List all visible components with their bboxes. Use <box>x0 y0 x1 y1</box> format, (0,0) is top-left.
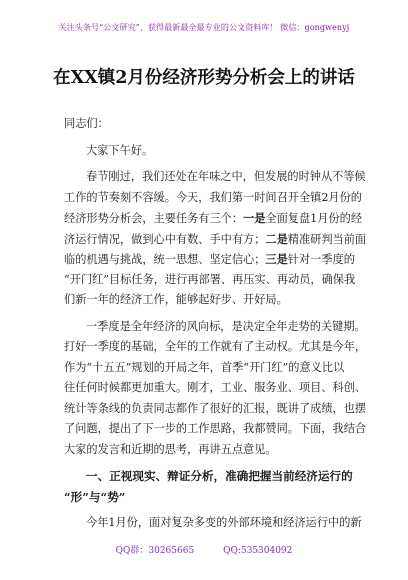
paragraph-line: 工作的节奏刻不容缓。今天，我们第一时间召开全镇2月份的 <box>64 190 362 204</box>
paragraph-3 <box>64 513 362 534</box>
emphasis-third: 三是 <box>265 252 288 266</box>
greeting: 大家下午好。 <box>86 143 154 157</box>
text-run: 经济形势分析会，主要任务有三个： <box>64 212 244 225</box>
document-title: 在XX镇2月份经济形势分析会上的讲话 <box>53 68 355 88</box>
paragraph-line: 春节刚过，我们还处在年味之中，但发展的时钟从不等候 <box>86 170 366 183</box>
salutation: 同志们： <box>64 117 109 130</box>
section-heading-line: “形”与“势” <box>64 489 126 504</box>
section-heading-1 <box>64 466 356 507</box>
paragraph-line: 了问题，提出了下一步的工作思路，我都赞同。下面，我结合 <box>64 422 367 435</box>
emphasis-first: 一是 <box>243 211 266 225</box>
promo-banner <box>0 22 408 33</box>
text-run: 济运行情况，做到心中有数、手中有方； <box>64 232 266 246</box>
paragraph-line: “开门红”目标任务，进行再部署、再压实、再动员，确保我 <box>64 272 356 286</box>
emphasis-second: 二是 <box>265 231 288 246</box>
paragraph-line <box>64 249 356 270</box>
text-run: 针对一季度的 <box>287 253 355 266</box>
paragraph-line <box>64 229 367 250</box>
text-run: 全面复盘1月份的经 <box>265 212 363 225</box>
paragraph-line: 打好一季度的基础，全年的工作就有了主动权。尤其是今年， <box>64 340 367 353</box>
paragraph-1 <box>64 167 367 311</box>
paragraph-line: 今年1月份，面对复杂多变的外部环境和经济运行中的新 <box>86 516 362 529</box>
paragraph-line: 作为“十五五”规划的开局之年，首季“开门红”的意义比以 <box>64 360 345 374</box>
paragraph-line: 大家的发言和近期的思考，再讲五点意见。 <box>64 442 277 456</box>
paragraph-line <box>64 208 363 229</box>
text-run: 临的机遇与挑战，统一思想、坚定信心； <box>64 253 266 266</box>
text-run: 精准研判当前面 <box>287 232 367 246</box>
promo-banner-text: 关注头条号“公文研究”，获得最新最全最专业的公文资料库！ <box>58 23 278 32</box>
qq-number-text: QQ:535304092 <box>223 546 293 556</box>
paragraph-line: 一季度是全年经济的风向标，是决定全年走势的关键期。 <box>86 319 366 333</box>
paragraph-line: 们新一年的经济工作，能够起好步、开好局。 <box>64 293 288 306</box>
document-body <box>64 114 367 534</box>
paragraph-line: 统计等条线的负责同志都作了很好的汇报，既讲了成绩，也摆 <box>64 401 367 415</box>
paragraph-line: 往任何时候都更加重大。刚才，工业、服务业、项目、科创、 <box>64 381 367 394</box>
contact-footer <box>0 543 408 556</box>
paragraph-2 <box>64 317 367 461</box>
qq-group-text: QQ群：30265665 <box>115 546 195 556</box>
wechat-id-text: 微信：gongwenyj <box>280 23 350 32</box>
section-heading-line: 一、正视现实、辩证分析，准确把握当前经济运行的 <box>86 469 353 483</box>
